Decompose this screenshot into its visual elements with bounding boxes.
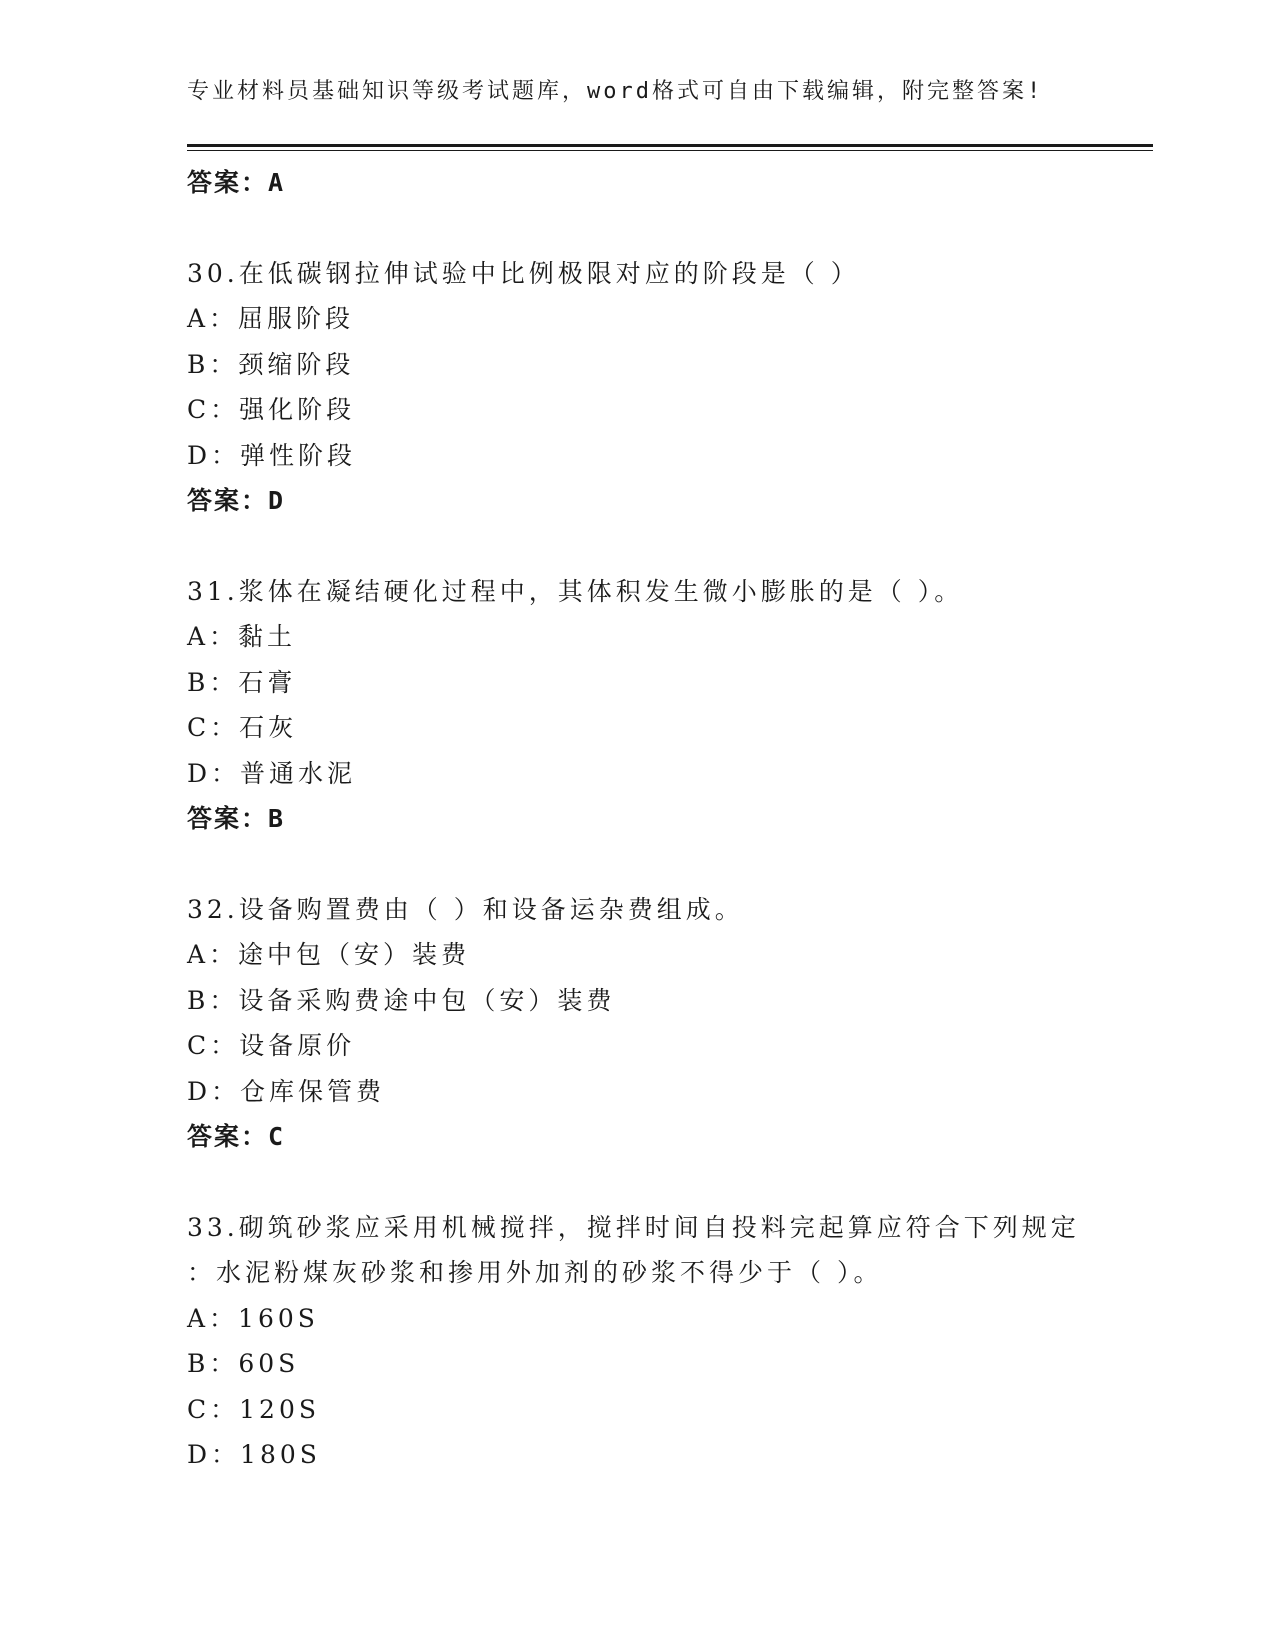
- spacer: [187, 206, 1137, 251]
- answer-line: 答案：A: [187, 168, 286, 197]
- option-a: A：途中包（安）装费: [187, 940, 471, 969]
- option-b: B：颈缩阶段: [187, 349, 355, 379]
- header-rule-thin: [187, 150, 1153, 151]
- option-b: B：石膏: [187, 667, 297, 697]
- spacer: [187, 524, 1137, 569]
- question-item: [187, 887, 1137, 1160]
- option-d: D：普通水泥: [187, 758, 357, 788]
- answer-line: 答案：B: [187, 804, 286, 833]
- question-stem: 30.在低碳钢拉伸试验中比例极限对应的阶段是（ ）: [187, 258, 860, 288]
- option-a: A：160S: [187, 1303, 319, 1333]
- spacer: [187, 1160, 1137, 1205]
- spacer: [187, 842, 1137, 887]
- option-d: D：仓库保管费: [187, 1076, 386, 1106]
- question-item: [187, 251, 1137, 524]
- question-item: [187, 1205, 1137, 1478]
- header-rule-thick: [187, 144, 1153, 147]
- question-list: [187, 160, 1137, 1478]
- option-c: C：设备原价: [187, 1031, 356, 1060]
- question-stem-line-2: ：水泥粉煤灰砂浆和掺用外加剂的砂浆不得少于（ ）。: [187, 1258, 883, 1287]
- option-a: A：屈服阶段: [187, 304, 355, 333]
- option-b: B：60S: [187, 1349, 300, 1378]
- question-item: [187, 569, 1137, 842]
- option-c: C：石灰: [187, 713, 298, 742]
- answer-line: 答案：D: [187, 486, 286, 515]
- option-d: D：弹性阶段: [187, 440, 357, 470]
- option-c: C：强化阶段: [187, 395, 356, 424]
- option-b: B：设备采购费途中包（安）装费: [187, 985, 616, 1015]
- option-a: A：黏土: [187, 622, 297, 651]
- option-c: C：120S: [187, 1394, 320, 1424]
- option-d: D：180S: [187, 1440, 321, 1469]
- question-stem-line-1: 33.砌筑砂浆应采用机械搅拌，搅拌时间自投料完起算应符合下列规定: [187, 1212, 1080, 1242]
- question-stem: 31.浆体在凝结硬化过程中，其体积发生微小膨胀的是（ ）。: [187, 576, 964, 606]
- answer-line: 答案：C: [187, 1122, 286, 1151]
- page-header: 专业材料员基础知识等级考试题库，word格式可自由下载编辑，附完整答案!: [187, 79, 1044, 104]
- question-stem: 32.设备购置费由（ ）和设备运杂费组成。: [187, 894, 744, 924]
